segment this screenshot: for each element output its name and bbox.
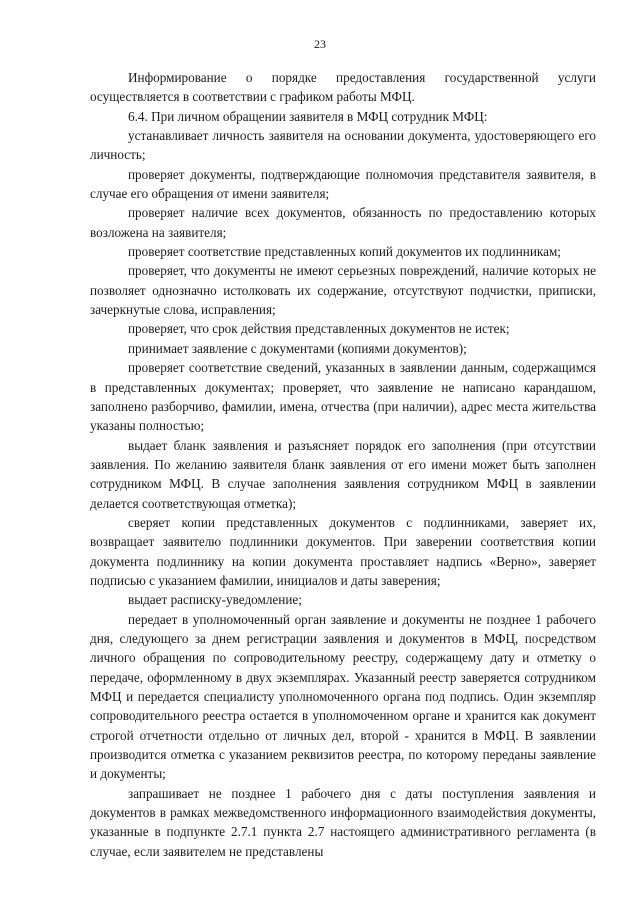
paragraph-documents-presence: проверяет наличие всех документов, обязанность по предоставлению которых возложена на заявителя;: [90, 205, 596, 240]
paragraph-receipt: выдает расписку-уведомление;: [128, 592, 302, 608]
paragraph-data-consistency: проверяет соответствие сведений, указанных в заявлении данным, содержащимся в представленных документах; проверяет, что заявление не написано карандашом, заполнено разборчиво, фамилии, имена, отчества (при наличии), адрес места жительства указаны полностью;: [90, 360, 596, 434]
paragraph-interagency-request: запрашивает не позднее 1 рабочего дня с даты поступления заявления и документов в рамках межведомственного информационного взаимодействия документы, указанные в подпункте 2.7.1 пункта 2.7 настоящего административного регламента (в случае, если заявителем не представлены: [90, 785, 596, 859]
page-number: 23: [314, 37, 326, 51]
paragraph-representative-check: проверяет документы, подтверждающие полномочия представителя заявителя, в случае его обращения от имени заявителя;: [90, 166, 596, 202]
paragraph-accepts-application: принимает заявление с документами (копиями документов);: [128, 340, 467, 356]
paragraph-copies-certify: сверяет копии представленных документов с подлинниками, заверяет их, возвращает заявителю подлинники документов. При заверении соответствия копии документа подлиннику на копии документа проставляет надпись «Верно», заверяет подписью с указанием фамилии, инициалов и даты заверения;: [90, 514, 596, 588]
paragraph-transfer: передает в уполномоченный орган заявление и документы не позднее 1 рабочего дня, следующего за днем регистрации заявления и документов в МФЦ, посредством личного обращения по сопроводительному реестру, содержащему дату и отметку о передаче, оформленному в двух экземплярах. Указанный реестр заверяется сотрудником МФЦ и передается специалисту уполномоченного органа под подпись. Один экземпляр сопроводительного реестра остается в уполномоченном органе и хранится как документ строгой отчетности отдельно от личных дел, второй - хранится в МФЦ. В заявлении производится отметка с указанием реквизитов реестра, по которому переданы заявление и документы;: [90, 611, 596, 782]
paragraph-section-6-4: 6.4. При личном обращении заявителя в МФЦ сотрудник МФЦ:: [128, 108, 488, 124]
body-text: [90, 68, 596, 861]
paragraph-damage-check: проверяет, что документы не имеют серьезных повреждений, наличие которых не позволяет однозначно истолковать их содержание, отсутствуют подчистки, приписки, зачеркнутые слова, исправления;: [90, 263, 596, 318]
paragraph-form-issue: выдает бланк заявления и разъясняет порядок его заполнения (при отсутствии заявления. По желанию заявителя бланк заявления от его имени может быть заполнен сотрудником МФЦ. В случае заполнения заявления сотрудником МФЦ в заявлении делается соответствующая отметка);: [90, 437, 596, 511]
paragraph-copies-match: проверяет соответствие представленных копий документов их подлинникам;: [128, 244, 561, 260]
paragraph-validity-check: проверяет, что срок действия представленных документов не истек;: [128, 321, 510, 337]
paragraph-informing: Информирование о порядке предоставления государственной услуги осуществляется в соответствии с графиком работы МФЦ.: [90, 70, 596, 105]
paragraph-identity-check: устанавливает личность заявителя на основании документа, удостоверяющего его личность;: [90, 128, 596, 163]
